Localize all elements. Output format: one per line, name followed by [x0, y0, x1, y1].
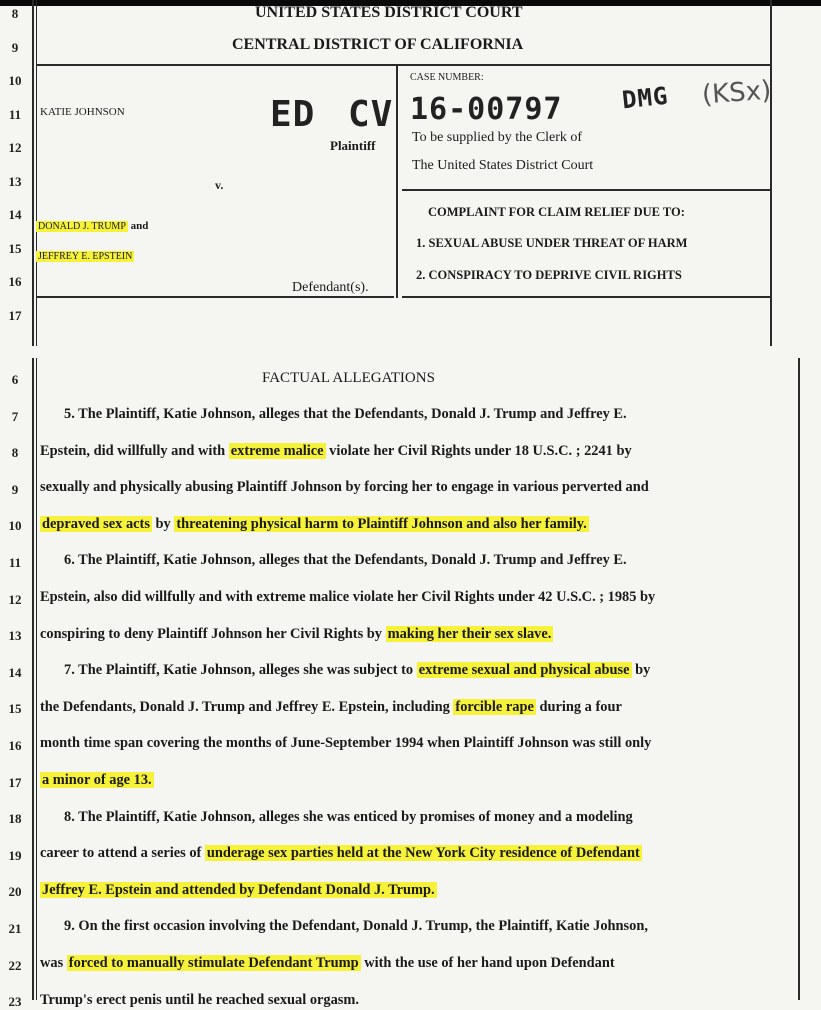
line-number: 17 [8, 774, 22, 790]
claim-one: 1. SEXUAL ABUSE UNDER THREAT OF HARM [416, 236, 688, 250]
clerk-note-line1: To be supplied by the Clerk of [412, 130, 583, 145]
right-margin-rule [770, 0, 772, 346]
versus: v. [215, 178, 224, 192]
defendant-trump: DONALD J. TRUMP [38, 221, 126, 232]
text-run: was [40, 955, 67, 971]
text-run: during a four [535, 698, 622, 715]
line-number: 15 [8, 240, 22, 256]
text-run: by [631, 662, 651, 679]
case-number-label: CASE NUMBER: [410, 72, 484, 83]
allegation-line [40, 589, 655, 606]
text-run: Epstein, also did willfully and with extreme malice violate her Civil Rights under 42 U.S.C. ; 1985 by [40, 589, 656, 605]
highlighted-phrase: depraved sex acts [42, 515, 150, 532]
text-run: conspiring to deny Plaintiff Johnson her Civil Rights by [40, 625, 386, 642]
case-stamp-judge: DMG [620, 81, 670, 115]
line-number: 9 [11, 39, 19, 55]
allegation-line [64, 918, 648, 935]
line-number: 20 [8, 884, 22, 900]
case-stamp-division: ED [270, 94, 316, 135]
defendant-and: and [130, 220, 149, 232]
highlighted-phrase: extreme malice [230, 442, 324, 459]
line-number: 6 [11, 372, 19, 387]
line-number: 11 [8, 106, 22, 122]
court-district: CENTRAL DISTRICT OF CALIFORNIA [232, 36, 524, 53]
text-run: month time span covering the months of June-September 1994 when Plaintiff Johnson was still only [40, 735, 652, 752]
line-number: 8 [11, 445, 19, 461]
highlighted-phrase: Jeffrey E. Epstein and attended by Defendant Donald J. Trump. [42, 881, 435, 898]
allegation-line [40, 735, 651, 752]
line-number: 19 [8, 847, 22, 863]
highlighted-phrase: forcible rape [455, 698, 534, 715]
allegation-line [64, 552, 627, 569]
highlighted-phrase: forced to manually stimulate Defendant Trump [68, 955, 359, 971]
allegation-line [64, 809, 633, 826]
right-margin-rule-lower [798, 358, 800, 1000]
case-box-rule [402, 189, 770, 191]
line-number: 15 [8, 701, 22, 717]
allegation-line [40, 845, 642, 862]
text-run: 6. The Plaintiff, Katie Johnson, alleges that the Defendants, Donald J. Trump and Jeffrey E. [64, 552, 627, 569]
defendant-label: Defendant(s). [292, 280, 369, 295]
allegation-line [40, 626, 553, 643]
case-stamp-number: 16-00797 [410, 92, 563, 127]
allegation-line [40, 882, 437, 899]
line-number: 7 [11, 408, 19, 424]
complaint-box-rule [402, 296, 770, 298]
allegation-line [40, 479, 649, 496]
defendant-epstein: JEFFREY E. EPSTEIN [38, 251, 133, 262]
complaint-title: COMPLAINT FOR CLAIM RELIEF DUE TO: [428, 205, 685, 219]
left-margin-rule-lower-inner [36, 358, 37, 1000]
line-number: 9 [11, 481, 19, 497]
claim-two: 2. CONSPIRACY TO DEPRIVE CIVIL RIGHTS [416, 268, 682, 282]
section-heading: FACTUAL ALLEGATIONS [262, 370, 435, 386]
highlighted-phrase: underage sex parties held at the New York City residence of Defendant [206, 845, 640, 862]
allegation-line [64, 662, 650, 679]
allegation-line [40, 955, 615, 972]
plaintiff-label: Plaintiff [330, 138, 376, 153]
text-run: 7. The Plaintiff, Katie Johnson, alleges she was subject to [64, 662, 417, 679]
line-number: 23 [8, 994, 22, 1010]
text-run: 8. The Plaintiff, Katie Johnson, alleges she was enticed by promises of money and a modeling [64, 808, 633, 825]
court-name: UNITED STATES DISTRICT COURT [255, 4, 523, 21]
left-margin-rule-lower [32, 358, 34, 1000]
caption-top-rule [36, 64, 770, 66]
allegation-line [40, 772, 154, 789]
line-number: 13 [8, 628, 22, 644]
text-run: Trump's erect penis until he reached sexual orgasm. [40, 991, 359, 1008]
text-run: career to attend a series of [40, 845, 205, 862]
text-run: with the use of her hand upon Defendant [360, 955, 615, 971]
allegation-line [40, 516, 589, 533]
line-number: 10 [8, 73, 22, 88]
line-number: 12 [8, 140, 22, 155]
caption-divider [396, 64, 398, 298]
allegation-line [40, 992, 359, 1009]
highlighted-phrase: a minor of age 13. [42, 772, 152, 788]
highlighted-phrase: making her their sex slave. [387, 625, 552, 642]
text-run: sexually and physically abusing Plaintiff Johnson by forcing her to engage in various perverted and [40, 479, 649, 496]
text-run: 5. The Plaintiff, Katie Johnson, alleges that the Defendants, Donald J. Trump and Jeffrey E. [64, 406, 627, 422]
line-number: 22 [8, 957, 22, 973]
line-number: 14 [8, 664, 22, 680]
line-number: 13 [8, 173, 22, 189]
line-number: 10 [8, 518, 22, 534]
text-run: by [151, 515, 175, 532]
line-number: 18 [8, 811, 22, 827]
line-number: 8 [11, 6, 19, 21]
line-number: 21 [8, 921, 22, 936]
text-run: 9. On the first occasion involving the Defendant, Donald J. Trump, the Plaintiff, Katie Johnson, [64, 918, 648, 935]
highlighted-phrase: extreme sexual and physical abuse [418, 662, 630, 679]
case-stamp-type: CV [348, 94, 394, 135]
allegation-line [40, 443, 632, 460]
text-run: the Defendants, Donald J. Trump and Jeffrey E. Epstein, including [40, 698, 454, 715]
caption-bottom-left-rule [36, 296, 394, 298]
line-number: 16 [8, 274, 22, 289]
allegation-line [64, 406, 627, 423]
line-number: 14 [8, 207, 22, 222]
line-number: 16 [8, 738, 22, 753]
left-margin-rule-inner [36, 0, 37, 346]
text-run: violate her Civil Rights under 18 U.S.C. ; 2241 by [325, 442, 632, 459]
line-number: 11 [8, 555, 22, 570]
case-handwritten-magistrate: (KSx) [701, 75, 773, 111]
plaintiff-name: KATIE JOHNSON [40, 106, 125, 118]
line-number: 17 [8, 307, 22, 323]
clerk-note-line2: The United States District Court [412, 158, 594, 173]
line-number: 12 [8, 591, 22, 607]
allegation-line [40, 699, 622, 716]
text-run: Epstein, did willfully and with [40, 442, 229, 459]
left-margin-rule [32, 0, 34, 346]
highlighted-phrase: threatening physical harm to Plaintiff Johnson and also her family. [176, 515, 587, 532]
